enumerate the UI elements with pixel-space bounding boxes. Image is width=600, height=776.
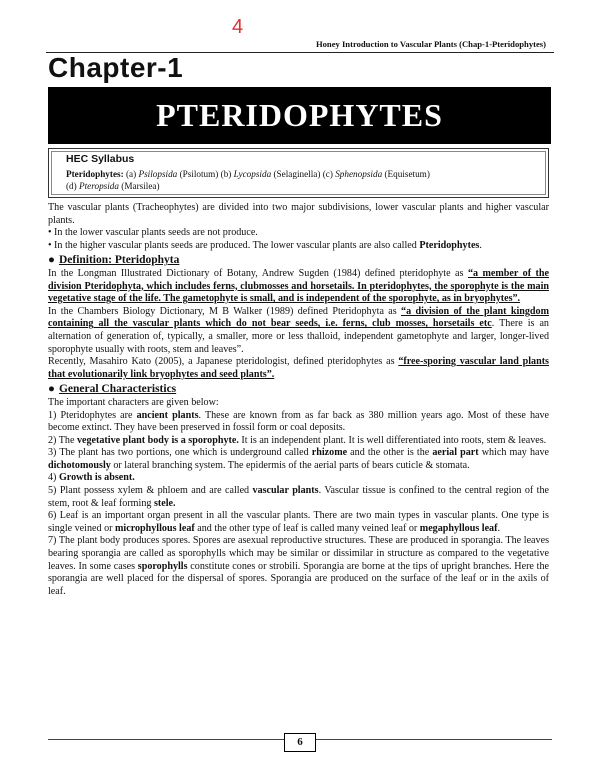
text: . [497, 522, 500, 534]
term: stele. [153, 497, 176, 509]
char-4 [48, 472, 549, 485]
syllabus-label: Pteridophytes: [66, 169, 124, 179]
syllabus-body [66, 168, 531, 192]
text: In the Longman Illustrated Dictionary of Botany, Andrew Sugden (1984) defined pteridophyte as [48, 267, 468, 279]
syl-text: (a) [123, 169, 139, 179]
term: Growth is absent. [58, 472, 135, 484]
quote-kato: “free-sporing vascular land plants that evolutionarily link bryophytes and seed plants”. [48, 356, 549, 380]
definition-longman [48, 268, 549, 306]
general-heading: ● General Characteristics [48, 383, 177, 396]
text: Recently, Masahiro Kato (2005), a Japanese pteridologist, defined pteridophytes as [48, 356, 399, 368]
text: 1) Pteridophytes are [48, 409, 137, 421]
chapter-title: Chapter-1 [48, 52, 184, 83]
text: and the other is the [347, 447, 433, 459]
quote-longman: “a member of the division Pteridophyta, which includes ferns, clubmosses and horsetails. In pteridophytes, the sporophyte is the main vegetative stage of the life. The gametophyte is small, and is independent of the sporophyte, as in bryophytes”. [48, 267, 550, 305]
bullet-lower-plants: • In the lower vascular plants seeds are not produce. [48, 227, 258, 239]
text: . There is an alternation of generation of, typically, a smaller, more or less thalloid, independent gametophyte and larger, longer-lived sporophyte usually with roots, stem and leaves”. [48, 318, 549, 355]
text: which may have [478, 447, 549, 459]
syllabus-title: HEC Syllabus [66, 153, 135, 165]
term: megaphyllous leaf [419, 522, 498, 534]
char-1 [48, 410, 549, 435]
char-7 [48, 535, 549, 598]
text: 4) [48, 472, 59, 484]
text: . These are known from as far back as 380 million years ago. Most of these have become extinct. They have been preserved in fossil form or coal deposits. [48, 409, 549, 434]
term: sporophylls [137, 560, 188, 572]
syl-text: (Psilotum) (b) [177, 169, 234, 179]
text: . Vascular tissue is confined to the central region of the stem, root & leaf forming [48, 485, 549, 509]
quote-chambers: “a division of the plant kingdom containing all the vascular plants which do not bear seeds, i.e. ferns, club mosses, horsetails etc [48, 305, 549, 330]
text: It is an independent plant. It is well differentiated into roots, stem & leaves. [238, 434, 547, 446]
syl-taxon-lycopsida: Lycopsida [233, 169, 272, 179]
text: In the Chambers Biology Dictionary, M B Walker (1989) defined Pteridophyta as [48, 305, 402, 317]
definition-chambers [48, 306, 549, 356]
text: 7) The plant body produces spores. Spores are asexual reproductive structures. These are produced in sporangia. The leaves bearing sporangia are called as sporophylls which may be similar or dissimilar in structure as compared to the vegetative leaves. In some cases [48, 535, 549, 572]
char-5 [48, 485, 549, 510]
text: . [479, 239, 482, 251]
text: or lateral branching system. The epidermis of the aerial parts of bears cuticle & stomata. [110, 459, 470, 471]
syllabus-box [48, 148, 549, 198]
definition-heading: ● Definition: Pteridophyta [48, 254, 180, 267]
term: ancient plants [136, 409, 199, 421]
term: aerial part [432, 447, 479, 459]
general-heading-text: General Characteristics [58, 383, 177, 396]
term: dichotomously [48, 459, 111, 471]
text: constitute cones or strobili. Sporangia are borne at the tips of upright branches. Here the sporangia are well placed for the dispersal of spores. Sporangia are produced on the surface of the leaf or in the axils of leaf. [48, 560, 549, 597]
char-2 [48, 435, 549, 448]
text: 2) The [48, 434, 77, 446]
main-content [48, 202, 549, 598]
term-pteridophytes: Pteridophytes [419, 239, 480, 251]
page-number: 6 [284, 733, 316, 752]
text: • In the higher vascular plants seeds are produced. The lower vascular plants are also called [48, 239, 420, 251]
term: vegetative plant body is a sporophyte. [76, 434, 239, 446]
intro-paragraph: The vascular plants (Tracheophytes) are divided into two major subdivisions, lower vascular plants and higher vascular plants. [48, 202, 549, 226]
term: rhizome [311, 447, 348, 459]
running-header-title: Honey Introduction to Vascular Plants (Chap-1-Pteridophytes) [315, 39, 546, 49]
syl-taxon-psilopsida: Psilopsida [138, 169, 178, 179]
syl-text: (d) [66, 181, 80, 191]
syl-taxon-sphenopsida: Sphenopsida [335, 169, 383, 179]
text: 5) Plant possess xylem & phloem and are called [48, 485, 253, 497]
term: microphyllous leaf [115, 522, 195, 534]
text: 3) The plant has two portions, one which is underground called [48, 447, 312, 459]
char-6 [48, 510, 549, 535]
syl-taxon-pteropsida: Pteropsida [79, 181, 119, 191]
general-intro: The important characters are given below: [48, 396, 219, 408]
text: and the other type of leaf is called many veined leaf or [194, 522, 420, 534]
definition-heading-text: Definition: Pteridophyta [58, 254, 180, 267]
text: 6) Leaf is an important organ present in all the vascular plants. There are two main types in vascular plants. One type is single veined or [48, 510, 549, 534]
syl-text: (Equisetum) [382, 169, 430, 179]
syl-text: (Selaginella) (c) [271, 169, 336, 179]
topic-banner: PTERIDOPHYTES [48, 87, 551, 144]
char-3 [48, 447, 549, 472]
syl-text: (Marsilea) [119, 181, 160, 191]
definition-kato [48, 356, 549, 381]
term: vascular plants [252, 485, 319, 497]
top-page-number: 4 [232, 16, 244, 38]
bullet-higher-plants [48, 240, 549, 253]
